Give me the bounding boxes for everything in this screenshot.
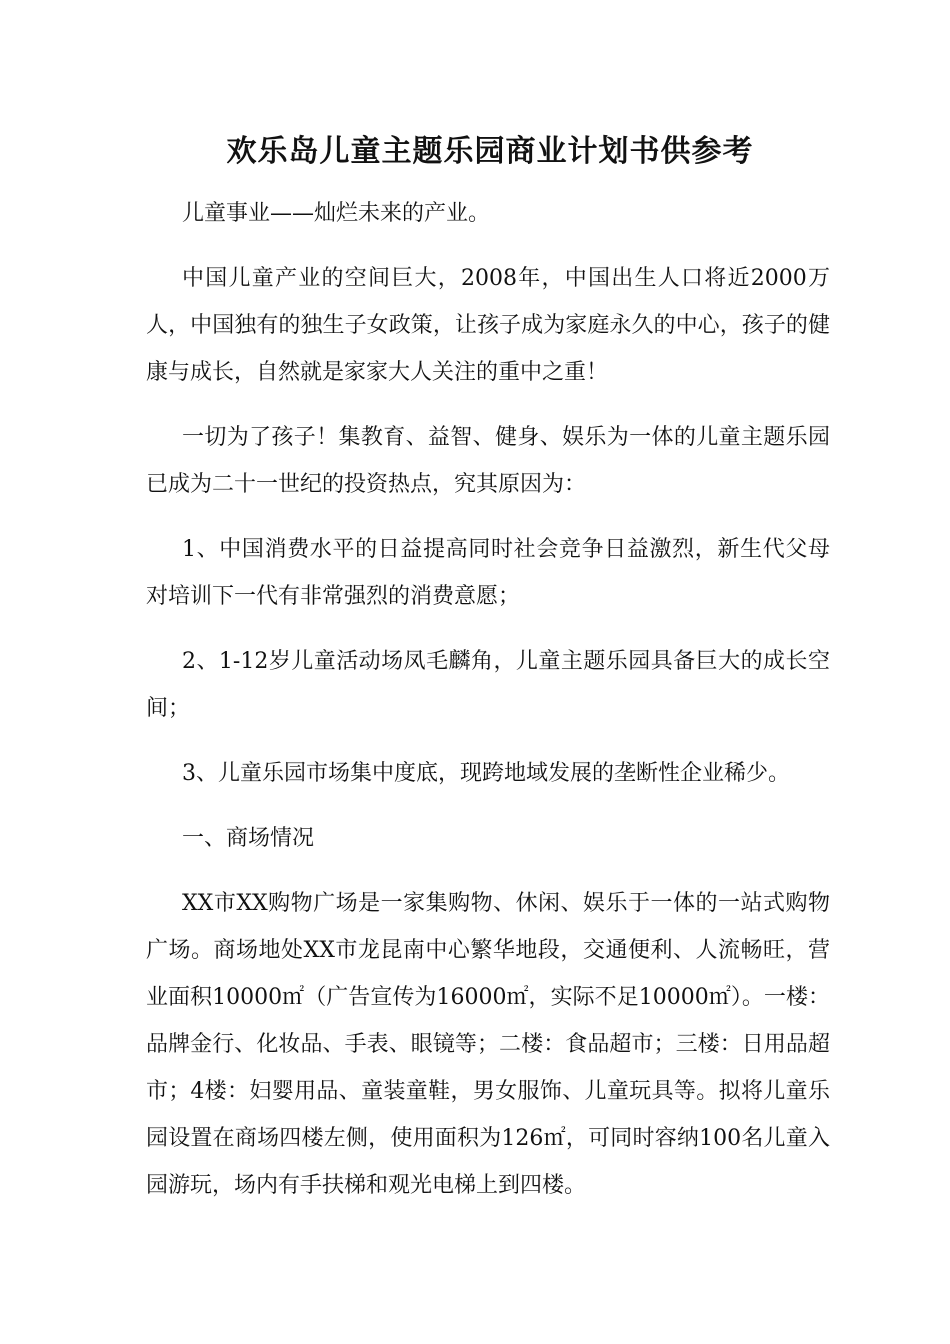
paragraph-intro: 儿童事业——灿烂未来的产业。 — [182, 201, 491, 226]
document-body — [146, 190, 830, 1227]
paragraph-reason-1: 1、中国消费水平的日益提高同时社会竞争日益激烈，新生代父母对培训下一代有非常强烈的消费意愿； — [146, 537, 830, 609]
document-title: 欢乐岛儿童主题乐园商业计划书供参考 — [226, 134, 754, 169]
paragraph-investment-hotspot: 一切为了孩子！集教育、益智、健身、娱乐为一体的儿童主题乐园已成为二十一世纪的投资热点，究其原因为： — [146, 425, 830, 497]
paragraph-industry-space: 中国儿童产业的空间巨大，2008年，中国出生人口将近2000万人，中国独有的独生子女政策，让孩子成为家庭永久的中心，孩子的健康与成长，自然就是家家大人关注的重中之重！ — [146, 266, 830, 385]
paragraph-reason-2: 2、1-12岁儿童活动场凤毛麟角，儿童主题乐园具备巨大的成长空间； — [146, 649, 830, 721]
paragraph-mall-description: XX市XX购物广场是一家集购物、休闲、娱乐于一体的一站式购物广场。商场地处XX市龙昆南中心繁华地段，交通便利、人流畅旺，营业面积10000㎡（广告宣传为16000㎡，实际不足10000㎡）。一楼：品牌金行、化妆品、手表、眼镜等；二楼：食品超市；三楼：日用品超市；4楼：妇婴用品、童装童鞋，男女服饰、儿童玩具等。拟将儿童乐园设置在商场四楼左侧，使用面积为126㎡，可同时容纳100名儿童入园游玩，场内有手扶梯和观光电梯上到四楼。 — [146, 891, 830, 1198]
paragraph-reason-3: 3、儿童乐园市场集中度底，现跨地域发展的垄断性企业稀少。 — [182, 761, 790, 786]
section-heading-mall: 一、商场情况 — [182, 826, 315, 851]
